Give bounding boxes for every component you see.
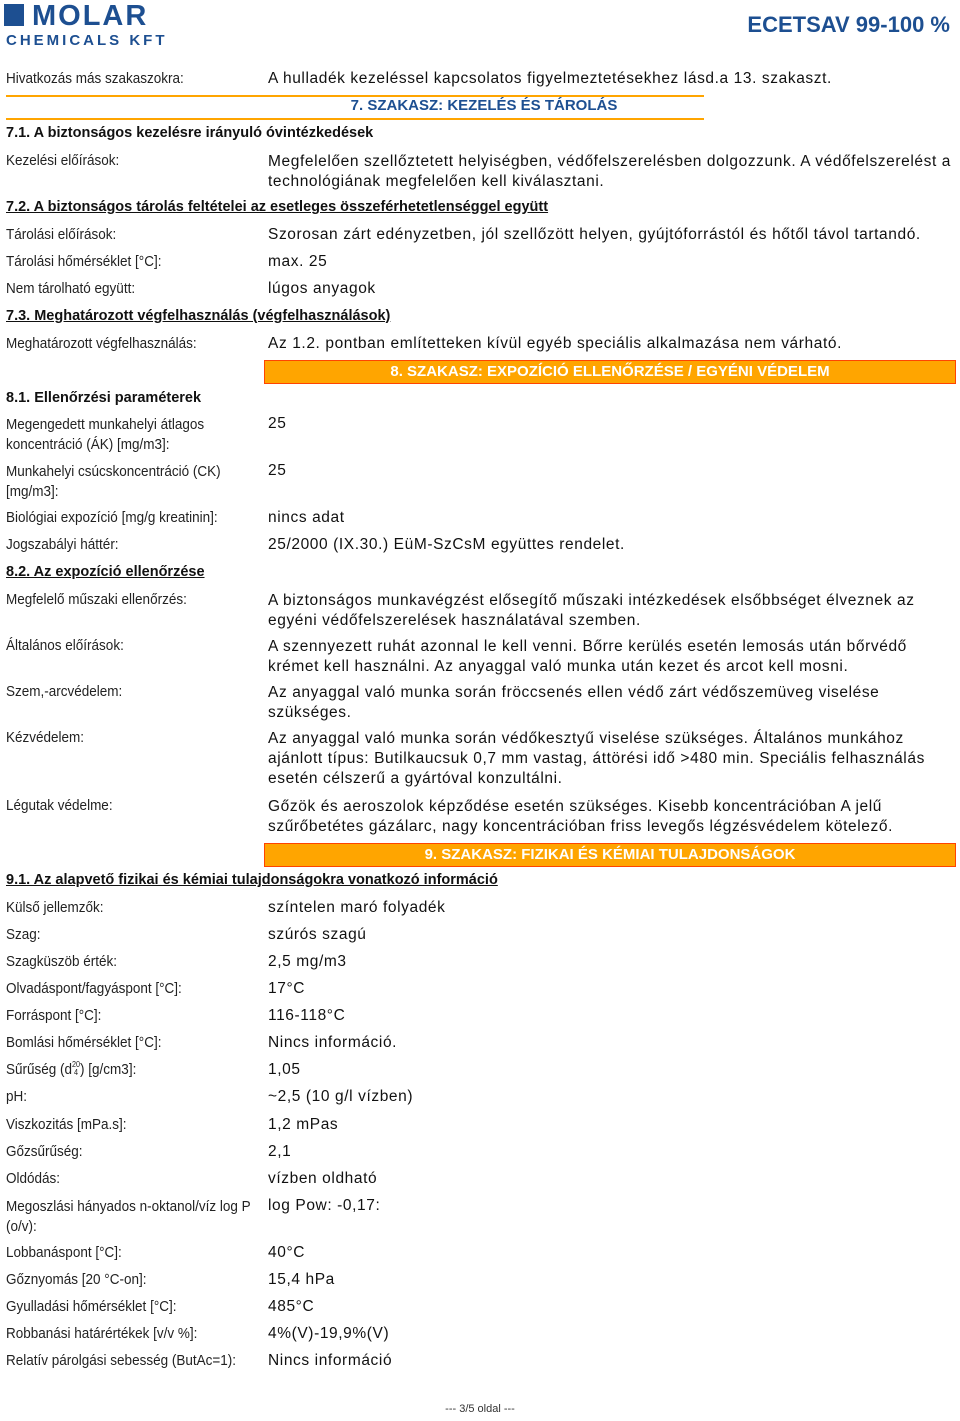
property-value: 2,5 mg/m3 [268, 953, 347, 970]
property-value: 17°C [268, 980, 306, 997]
ak-label: Megengedett munkahelyi átlagos koncentráció (ÁK) [mg/m3]: [6, 416, 205, 453]
hand-label: Kézvédelem: [6, 729, 85, 746]
property-label: Gőznyomás [20 °C-on]: [6, 1271, 147, 1288]
handling-value: Megfelelően szellőztetett helyiségben, védőfelszerelésben dolgozzunk. A védőfelszerelést a technológiának megfelelően kell kiválasztani. [268, 153, 952, 190]
property-label: Viszkozitás [mPa.s]: [6, 1116, 127, 1133]
eye-value: Az anyaggal való munka során fröccsenés ellen védő zárt védőszemüveg viselése szükséges. [268, 684, 880, 721]
hand-value: Az anyaggal való munka során védőkesztyű viselése szükséges. Általános munkához ajánlott típus: Butilkaucsuk 0,7 mm vastag, áttörési idő >480 min. Speciális felhasználás esetén célszerű a gyártóval konzultálni. [268, 730, 925, 787]
general-value: A szennyezett ruhát azonnal le kell venni. Bőrre kerülés esetén lemosás után bőrvédő krémet kell használni. Az anyaggal való munka után kezet és arcot kell mosni. [268, 638, 907, 675]
legal-label: Jogszabályi háttér: [6, 536, 119, 553]
property-label: Lobbanáspont [°C]: [6, 1244, 122, 1261]
storage-temp-label: Tárolási hőmérséklet [°C]: [6, 253, 162, 270]
property-value: szúrós szagú [268, 926, 367, 943]
incompatible-label: Nem tárolható együtt: [6, 280, 136, 297]
property-label: Bomlási hőmérséklet [°C]: [6, 1034, 162, 1051]
reference-label: Hivatkozás más szakaszokra: [6, 70, 184, 87]
property-label: Olvadáspont/fagyáspont [°C]: [6, 980, 182, 997]
ck-value: 25 [268, 462, 287, 479]
property-label: Gyulladási hőmérséklet [°C]: [6, 1298, 177, 1315]
page-footer: --- 3/5 oldal --- [445, 1403, 515, 1415]
ck-label: Munkahelyi csúcskoncentráció (CK) [mg/m3]: [6, 463, 221, 500]
logo-text-chemicals: CHEMICALS KFT [6, 32, 168, 49]
property-value: 1,05 [268, 1061, 301, 1078]
reference-value: A hulladék kezeléssel kapcsolatos figyelmeztetésekhez lásd.a 13. szakaszt. [268, 70, 832, 87]
eye-label: Szem,-arcvédelem: [6, 683, 123, 700]
subsection-8-1: 8.1. Ellenőrzési paraméterek [6, 390, 202, 406]
property-label: Sűrűség (d 20 4 ) [g/cm3]: [6, 1060, 137, 1078]
property-value: ~2,5 (10 g/l vízben) [268, 1088, 414, 1105]
subsection-9-1: 9.1. Az alapvető fizikai és kémiai tulajdonságokra vonatkozó információ [6, 872, 498, 888]
property-value: 485°C [268, 1298, 315, 1315]
property-label: Szag: [6, 926, 41, 943]
section-9-title: 9. SZAKASZ: FIZIKAI ÉS KÉMIAI TULAJDONSÁGOK [424, 846, 796, 863]
property-value: 116-118°C [268, 1007, 346, 1024]
property-value: Nincs információ. [268, 1034, 398, 1051]
property-value: vízben oldható [268, 1170, 378, 1187]
property-value: 2,1 [268, 1143, 292, 1160]
property-value: Nincs információ [268, 1352, 393, 1369]
section-7-banner [264, 95, 704, 117]
property-value: 40°C [268, 1244, 306, 1261]
section-8-title: 8. SZAKASZ: EXPOZÍCIÓ ELLENŐRZÉSE / EGYÉNI VÉDELEM [390, 363, 830, 380]
logo-mark [4, 4, 24, 26]
subsection-8-2: 8.2. Az expozíció ellenőrzése [6, 564, 205, 580]
property-label: Robbanási határértékek [v/v %]: [6, 1325, 198, 1342]
respiratory-value: Gőzök és aeroszolok képződése esetén szükséges. Kisebb koncentrációban A jelű szűrőbetétes gázálarc, nagy koncentrációban friss levegős légzésvédelem kötelező. [268, 798, 894, 835]
section-7-line-bottom [6, 118, 704, 120]
storage-value: Szorosan zárt edényzetben, jól szellőzött helyen, gyújtóforrástól és hőtől távol tartandó. [268, 226, 921, 243]
property-value: 4%(V)-19,9%(V) [268, 1325, 390, 1342]
section-9-banner [264, 843, 956, 867]
property-value: 15,4 hPa [268, 1271, 335, 1288]
property-value: 1,2 mPas [268, 1116, 339, 1133]
respiratory-label: Légutak védelme: [6, 797, 113, 814]
section-8-banner [264, 360, 956, 384]
property-label: Szagküszöb érték: [6, 953, 118, 970]
handling-label: Kezelési előírások: [6, 152, 120, 169]
company-logo [4, 0, 236, 49]
property-value: színtelen maró folyadék [268, 899, 446, 916]
property-label: Relatív párolgási sebesség (ButAc=1): [6, 1352, 237, 1369]
enduse-label: Meghatározott végfelhasználás: [6, 335, 197, 352]
property-value: log Pow: -0,17: [268, 1197, 381, 1214]
storage-temp-value: max. 25 [268, 253, 328, 270]
subsection-7-3: 7.3. Meghatározott végfelhasználás (végfelhasználások) [6, 308, 391, 324]
logo-text-molar: MOLAR [32, 0, 149, 32]
property-label: pH: [6, 1088, 28, 1105]
section-7-line [6, 95, 704, 97]
property-label: Megoszlási hányados n-oktanol/víz log P (o/v): [6, 1198, 251, 1235]
product-name: ECETSAV 99-100 % [747, 12, 950, 37]
property-label: Külső jellemzők: [6, 899, 104, 916]
property-label: Oldódás: [6, 1170, 61, 1187]
bio-label: Biológiai expozíció [mg/g kreatinin]: [6, 509, 218, 526]
ak-value: 25 [268, 415, 287, 432]
storage-label: Tárolási előírások: [6, 226, 117, 243]
property-label: Gőzsűrűség: [6, 1143, 83, 1160]
bio-value: nincs adat [268, 509, 345, 526]
subsection-7-2: 7.2. A biztonságos tárolás feltételei az esetleges összeférhetetlenséggel együtt [6, 199, 549, 215]
enduse-value: Az 1.2. pontban említetteken kívül egyéb speciális alkalmazása nem várható. [268, 335, 843, 352]
tech-value: A biztonságos munkavégzést elősegítő műszaki intézkedések elsőbbséget élveznek az egyéni védőfelszerelések használatával szemben. [268, 592, 915, 629]
legal-value: 25/2000 (IX.30.) EüM-SzCsM együttes rendelet. [268, 536, 625, 553]
general-label: Általános előírások: [6, 637, 124, 654]
subsection-7-1: 7.1. A biztonságos kezelésre irányuló óvintézkedések [6, 125, 374, 141]
section-7-title: 7. SZAKASZ: KEZELÉS ÉS TÁROLÁS [350, 97, 618, 114]
property-label: Forráspont [°C]: [6, 1007, 102, 1024]
tech-label: Megfelelő műszaki ellenőrzés: [6, 591, 187, 608]
incompatible-value: lúgos anyagok [268, 280, 376, 297]
